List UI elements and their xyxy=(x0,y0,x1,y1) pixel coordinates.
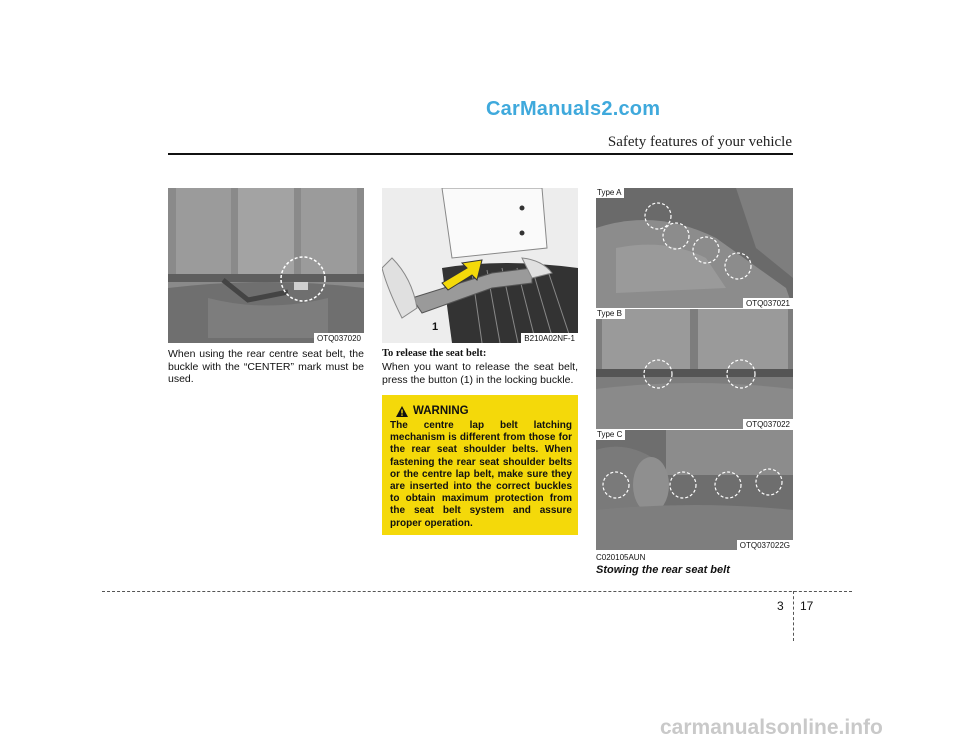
footer-rule xyxy=(102,591,852,592)
type-b-illustration xyxy=(596,309,793,429)
image-code: OTQ037020 xyxy=(314,333,364,343)
rear-seat-center-belt-photo xyxy=(168,188,364,343)
warning-text: The centre lap belt latching mechanism is different from those for the rear seat shoulder belts. When fastening the rear seat shoulder belts or the centre lap belt, make sure they are inserted into the correct buckles to obtain maximum protection from the seat belt system and assure proper operation. xyxy=(390,420,572,529)
image-code: B210A02NF-1 xyxy=(521,333,578,343)
warning-title: WARNING xyxy=(413,405,469,417)
type-label: Type C xyxy=(596,430,625,440)
figure-caption: Stowing the rear seat belt xyxy=(596,564,730,576)
type-label: Type A xyxy=(596,188,624,198)
release-subheading: To release the seat belt: xyxy=(382,348,487,359)
type-c-illustration xyxy=(596,430,793,550)
chapter-number: 3 xyxy=(777,599,784,613)
header-rule xyxy=(168,153,793,155)
release-belt-photo xyxy=(382,188,578,343)
centre-belt-text: When using the rear centre seat belt, the buckle with the “CENTER” mark must be used. xyxy=(168,348,364,385)
image-code: OTQ037022 xyxy=(743,419,793,429)
section-title: Safety features of your vehicle xyxy=(607,134,792,150)
warning-triangle-icon xyxy=(396,406,408,417)
watermark-top: CarManuals2.com xyxy=(486,98,661,120)
type-a-photo xyxy=(596,188,793,308)
reference-code: C020105AUN xyxy=(596,553,646,562)
release-text: When you want to release the seat belt, press the button (1) in the locking buckle. xyxy=(382,361,578,386)
type-a-illustration xyxy=(596,188,793,308)
type-b-photo xyxy=(596,309,793,429)
image-code: OTQ037021 xyxy=(743,298,793,308)
footer-divider xyxy=(793,591,794,641)
warning-header xyxy=(396,405,572,417)
type-label: Type B xyxy=(596,309,625,319)
image-code: OTQ037022G xyxy=(737,540,793,550)
release-belt-illustration xyxy=(382,188,578,343)
type-c-photo xyxy=(596,430,793,550)
watermark-bottom: carmanualsonline.info xyxy=(660,716,883,739)
callout-number: 1 xyxy=(432,321,439,333)
page-number: 17 xyxy=(800,599,814,613)
warning-box xyxy=(382,395,578,535)
rear-seat-center-belt-illustration xyxy=(168,188,364,343)
